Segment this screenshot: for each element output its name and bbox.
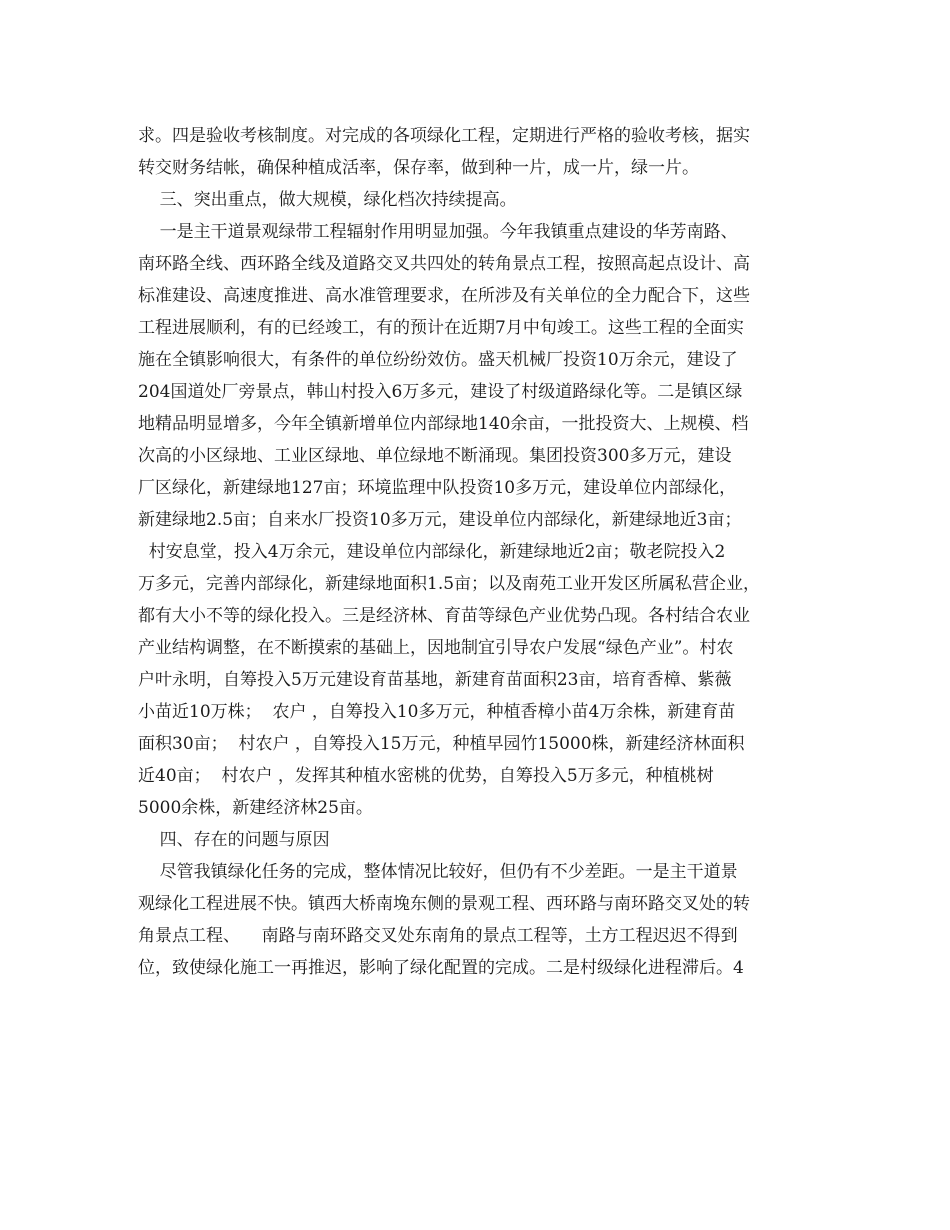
text-line: 标准建设、高速度推进、高水准管理要求，在所涉及有关单位的全力配合下，这些 <box>138 286 750 306</box>
text-line: 尽管我镇绿化任务的完成，整体情况比较好，但仍有不少差距。一是主干道景 <box>138 862 738 882</box>
text-line: 204国道处厂旁景点，韩山村投入6万多元，建设了村级道路绿化等。二是镇区绿 <box>138 382 743 402</box>
text-line: 次高的小区绿地、工业区绿地、单位绿地不断涌现。集团投资300多万元，建设 <box>138 446 732 466</box>
text-line: 施在全镇影响很大，有条件的单位纷纷效仿。盛天机械厂投资10万余元，建设了 <box>138 350 738 370</box>
text-line: 角景点工程、 南路与南环路交叉处东南角的景点工程等，土方工程迟迟不得到 <box>138 926 738 946</box>
text-line: 万多元，完善内部绿化，新建绿地面积1.5亩；以及南苑工业开发区所属私营企业， <box>138 574 761 594</box>
text-line: 5000余株，新建经济林25亩。 <box>138 798 373 818</box>
text-line: 产业结构调整，在不断摸索的基础上，因地制宜引导农户发展“绿色产业”。村农 <box>138 638 734 658</box>
text-line: 南环路全线、西环路全线及道路交叉共四处的转角景点工程，按照高起点设计、高 <box>138 254 750 274</box>
text-line: 村安息堂，投入4万余元，建设单位内部绿化，新建绿地近2亩；敬老院投入2 <box>138 542 726 562</box>
text-line: 厂区绿化，新建绿地127亩；环境监理中队投资10多万元，建设单位内部绿化， <box>138 478 737 498</box>
text-line: 面积30亩； 村农户 ，自筹投入15万元，种植早园竹15000株，新建经济林面积 <box>138 734 745 754</box>
text-line: 新建绿地2.5亩；自来水厂投资10多万元，建设单位内部绿化，新建绿地近3亩； <box>138 510 742 530</box>
text-line: 小苗近10万株； 农户 ，自筹投入10多万元，种植香樟小苗4万余株，新建育苗 <box>138 702 736 722</box>
text-line: 近40亩； 村农户 ，发挥其种植水密桃的优势，自筹投入5万多元，种植桃树 <box>138 766 714 786</box>
text-line: 观绿化工程进展不快。镇西大桥南堍东侧的景观工程、西环路与南环路交叉处的转 <box>138 894 750 914</box>
text-line: 求。四是验收考核制度。对完成的各项绿化工程，定期进行严格的验收考核，据实 <box>138 126 750 146</box>
text-line: 都有大小不等的绿化投入。三是经济林、育苗等绿色产业优势凸现。各村结合农业 <box>138 606 750 626</box>
section-heading: 四、存在的问题与原因 <box>138 830 330 850</box>
text-line: 地精品明显增多，今年全镇新增单位内部绿地140余亩，一批投资大、上规模、档 <box>138 414 749 434</box>
section-heading: 三、突出重点，做大规模，绿化档次持续提高。 <box>138 190 517 210</box>
text-line: 位，致使绿化施工一再推迟，影响了绿化配置的完成。二是村级绿化进程滞后。4 <box>138 958 744 978</box>
text-line: 一是主干道景观绿带工程辐射作用明显加强。今年我镇重点建设的华芳南路、 <box>138 222 738 242</box>
text-line: 户叶永明，自筹投入5万元建设育苗基地，新建育苗面积23亩，培育香樟、紫薇 <box>138 670 732 690</box>
text-line: 工程进展顺利，有的已经竣工，有的预计在近期7月中旬竣工。这些工程的全面实 <box>138 318 744 338</box>
text-line: 转交财务结帐，确保种植成活率，保存率，做到种一片，成一片，绿一片。 <box>138 158 699 178</box>
